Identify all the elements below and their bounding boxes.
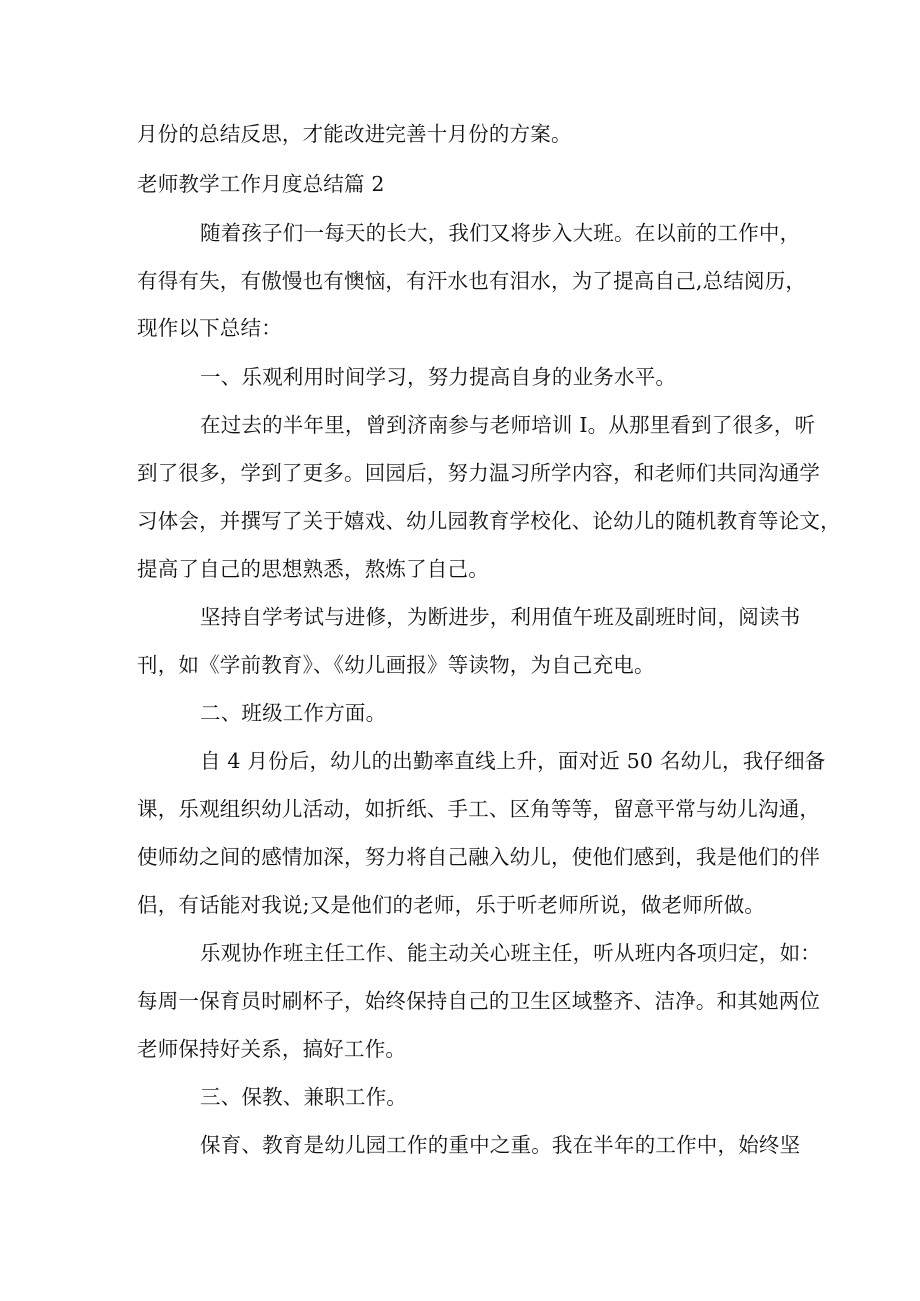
text-line: 保育、教育是幼儿园工作的重中之重。我在半年的工作中，始终坚 <box>200 1133 801 1157</box>
text-line: 提高了自己的思想熟悉，熬炼了自己。 <box>137 557 489 581</box>
text-line: 到了很多，学到了更多。回园后，努力温习所学内容，和老师们共同沟通学 <box>137 461 821 485</box>
text-line: 老师保持好关系，搞好工作。 <box>137 1037 407 1061</box>
text-line: 刊，如《学前教育》、《幼儿画报》等读物，为自己充电。 <box>137 653 655 677</box>
text-line: 习体会，并撰写了关于嬉戏、幼儿园教育学校化、论幼儿的随机教育等论文， <box>137 509 841 533</box>
subheading: 二、班级工作方面。 <box>200 701 387 725</box>
text-line: 课，乐观组织幼儿活动，如折纸、手工、区角等等，留意平常与幼儿沟通， <box>137 797 821 821</box>
text-line: 每周一保育员时刷杯子，始终保持自己的卫生区域整齐、洁净。和其她两位 <box>137 989 821 1013</box>
text-line: 坚持自学考试与进修，为断进步，利用值午班及副班时间，阅读书 <box>200 605 801 629</box>
text-line: 随着孩子们一每天的长大，我们又将步入大班。在以前的工作中， <box>200 221 801 245</box>
text-line: 自 4 月份后，幼儿的出勤率直线上升，面对近 50 名幼儿，我仔细备 <box>200 749 826 773</box>
text-line: 使师幼之间的感情加深，努力将自己融入幼儿，使他们感到，我是他们的伴 <box>137 845 821 869</box>
text-line: 月份的总结反思，才能改进完善十月份的方案。 <box>137 122 572 146</box>
text-line: 在过去的半年里，曾到济南参与老师培训 I。从那里看到了很多，听 <box>200 413 816 437</box>
text-line: 乐观协作班主任工作、能主动关心班主任，听从班内各项归定，如： <box>200 941 821 965</box>
text-line: 侣，有话能对我说;又是他们的老师，乐于听老师所说，做老师所做。 <box>137 893 766 917</box>
subheading: 三、保教、兼职工作。 <box>200 1085 407 1109</box>
section-title: 老师教学工作月度总结篇 2 <box>137 172 385 196</box>
text-line: 有得有失，有傲慢也有懊恼，有汗水也有泪水，为了提高自己,总结阅历， <box>137 269 807 293</box>
subheading: 一、乐观利用时间学习，努力提高自身的业务水平。 <box>200 365 677 389</box>
text-line: 现作以下总结： <box>137 316 282 340</box>
